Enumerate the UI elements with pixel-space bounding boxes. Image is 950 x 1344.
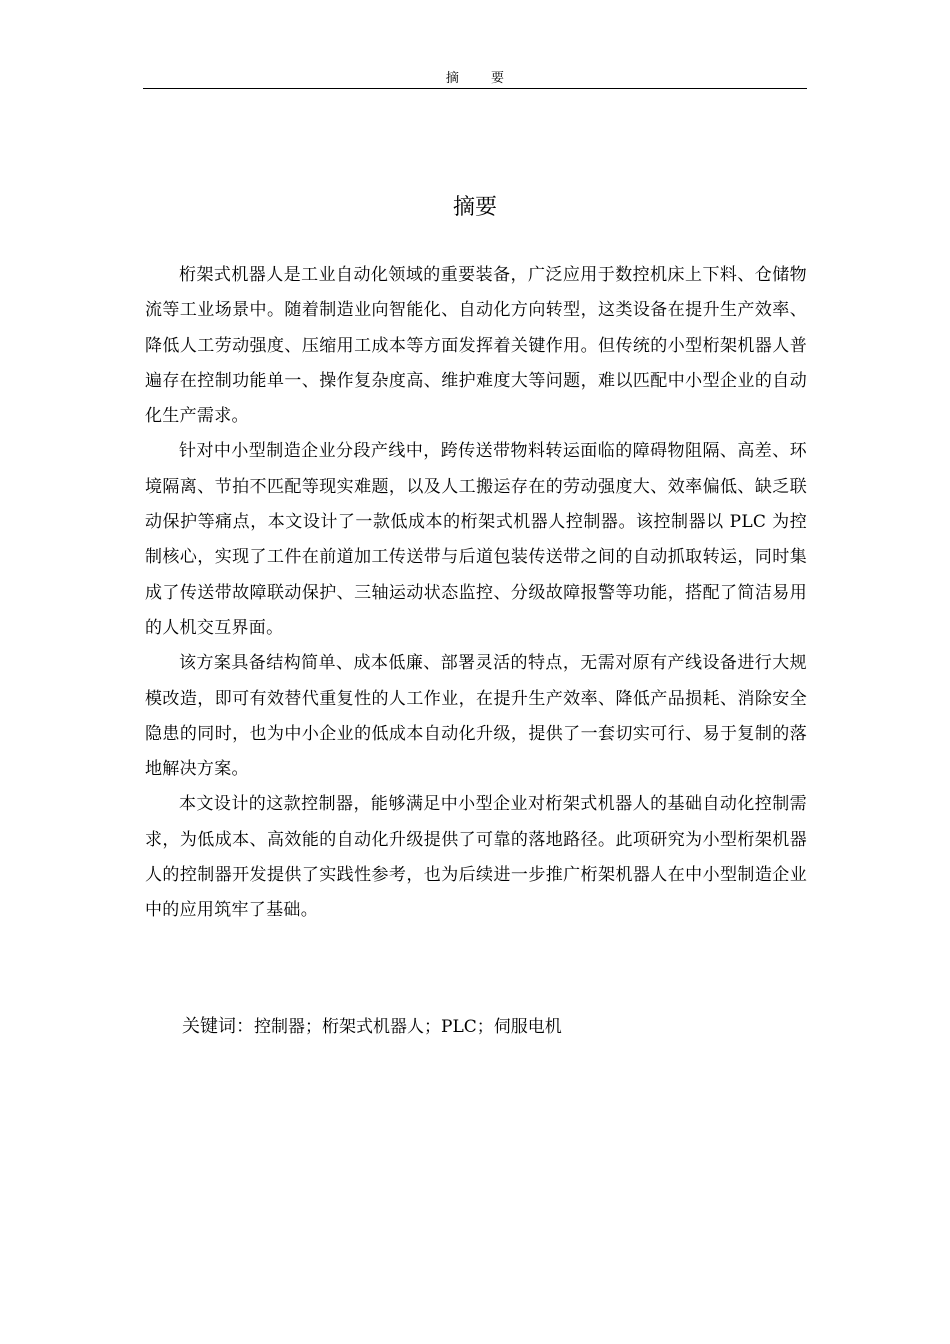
keywords-label: 关键词： <box>182 1016 254 1037</box>
abstract-paragraph-2: 针对中小型制造企业分段产线中，跨传送带物料转运面临的障碍物阻隔、高差、环境隔离、节拍不匹配等现实难题，以及人工搬运存在的劳动强度大、效率偏低、缺乏联动保护等痛点，本文设计了一款低成本的桁架式机器人控制器。该控制器以 PLC 为控制核心，实现了工件在前道加工传送带与后道包装传送带之间的自动抓取转运，同时集成了传送带故障联动保护、三轴运动状态监控、分级故障报警等功能，搭配了简洁易用的人机交互界面。 <box>145 441 807 638</box>
page-title: 摘要 <box>452 195 497 220</box>
abstract-paragraph-4: 本文设计的这款控制器，能够满足中小型企业对桁架式机器人的基础自动化控制需求，为低成本、高效能的自动化升级提供了可靠的落地路径。此项研究为小型桁架机器人的控制器开发提供了实践性参考，也为后续进一步推广桁架机器人在中小型制造企业中的应用筑牢了基础。 <box>145 794 807 921</box>
abstract-paragraph-3: 该方案具备结构简单、成本低廉、部署灵活的特点，无需对原有产线设备进行大规模改造，即可有效替代重复性的人工作业，在提升生产效率、降低产品损耗、消除安全隐患的同时，也为中小企业的低成本自动化升级，提供了一套切实可行、易于复制的落地解决方案。 <box>145 653 807 780</box>
keywords-line <box>182 1012 562 1042</box>
abstract-paragraph-1: 桁架式机器人是工业自动化领域的重要装备，广泛应用于数控机床上下料、仓储物流等工业场景中。随着制造业向智能化、自动化方向转型，这类设备在提升生产效率、降低人工劳动强度、压缩用工成本等方面发挥着关键作用。但传统的小型桁架机器人普遍存在控制功能单一、操作复杂度高、维护难度大等问题，难以匹配中小型企业的自动化生产需求。 <box>145 265 807 427</box>
header-divider <box>143 88 807 89</box>
running-header: 摘 要 <box>445 71 519 86</box>
keywords-value: 控制器；桁架式机器人；PLC；伺服电机 <box>254 1017 562 1037</box>
abstract-body <box>145 258 807 929</box>
